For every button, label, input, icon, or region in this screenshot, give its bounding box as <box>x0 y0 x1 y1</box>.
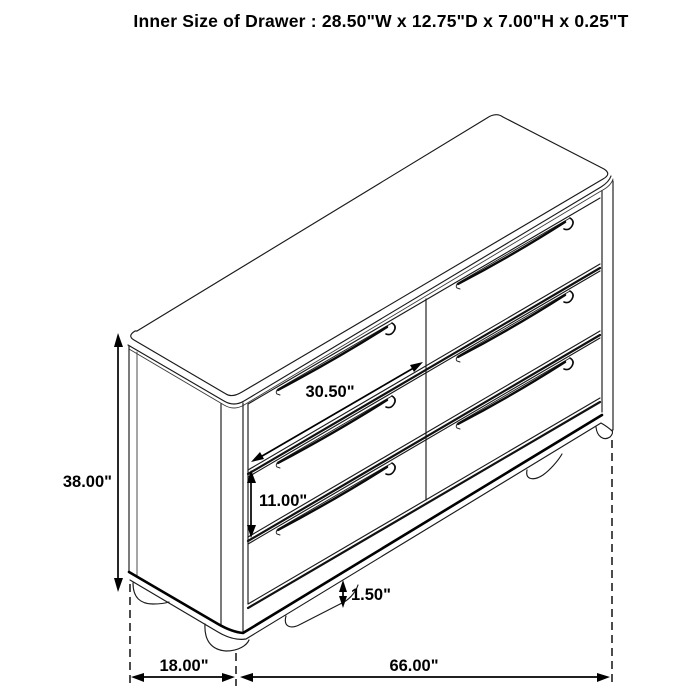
handle-hook <box>386 323 395 335</box>
handle-shadow <box>458 362 565 424</box>
width-arrow-right <box>597 673 610 682</box>
drawer-width-dimension-label: 30.50" <box>305 383 355 401</box>
dimension-overall-width <box>240 657 610 682</box>
handle-hook <box>564 218 573 230</box>
dimension-drawer-width <box>251 362 423 462</box>
handle-shadow <box>458 222 565 284</box>
handle-bottom-right-drawer <box>456 358 573 429</box>
base-height-dimension-label: 1.50" <box>351 586 391 604</box>
foot-front-middle <box>285 585 358 627</box>
handle-edge <box>458 358 570 423</box>
base-height-arrow-down <box>339 596 347 608</box>
width-dimension-label: 66.00" <box>389 657 439 675</box>
depth-arrow-right <box>222 673 235 682</box>
cabinet-body <box>129 181 613 633</box>
dresser-top-slab <box>128 115 613 408</box>
handle-top-right-drawer <box>456 218 573 289</box>
drawer-height-dimension-label: 11.00" <box>259 492 308 510</box>
top-edge-band-lower <box>129 179 613 408</box>
dimension-drawer-height <box>247 470 307 538</box>
depth-dimension-label: 18.00" <box>159 657 209 675</box>
height-arrow-down <box>114 578 123 592</box>
height-dimension-label: 38.00" <box>62 473 112 491</box>
depth-arrow-left <box>131 673 144 682</box>
drawer-width-arrow-left <box>251 452 264 462</box>
dimension-base-height <box>339 580 391 608</box>
diagram-title: Inner Size of Drawer : 28.50"W x 12.75"D x 7.00"H x 0.25"T <box>133 11 629 31</box>
handle-shadow <box>278 327 387 390</box>
drawer-width-arrow-right <box>410 362 423 372</box>
dimension-overall-depth <box>131 657 235 682</box>
top-face-outline <box>131 115 608 396</box>
height-arrow-up <box>114 333 123 347</box>
drawer-fronts <box>248 198 600 608</box>
handle-hook <box>386 396 395 408</box>
handle-middle-left-drawer <box>276 396 395 468</box>
dimension-overall-height <box>63 333 123 592</box>
plinth-bottom-line <box>130 423 612 639</box>
handle-shadow <box>458 295 565 357</box>
handle-edge <box>278 323 392 389</box>
handle-edge <box>458 218 570 283</box>
handle-hook <box>564 291 573 303</box>
drawer-row2-gap-shadow <box>248 335 600 541</box>
handle-edge <box>278 396 392 462</box>
handle-middle-right-drawer <box>456 291 573 362</box>
handle-hook <box>386 463 395 475</box>
drawer-row3-top <box>248 338 600 544</box>
handle-hook <box>564 358 573 370</box>
handle-edge <box>458 291 570 356</box>
width-arrow-left <box>240 673 253 682</box>
handle-shadow <box>278 400 387 463</box>
drawer-width-dimension-line <box>257 366 417 459</box>
